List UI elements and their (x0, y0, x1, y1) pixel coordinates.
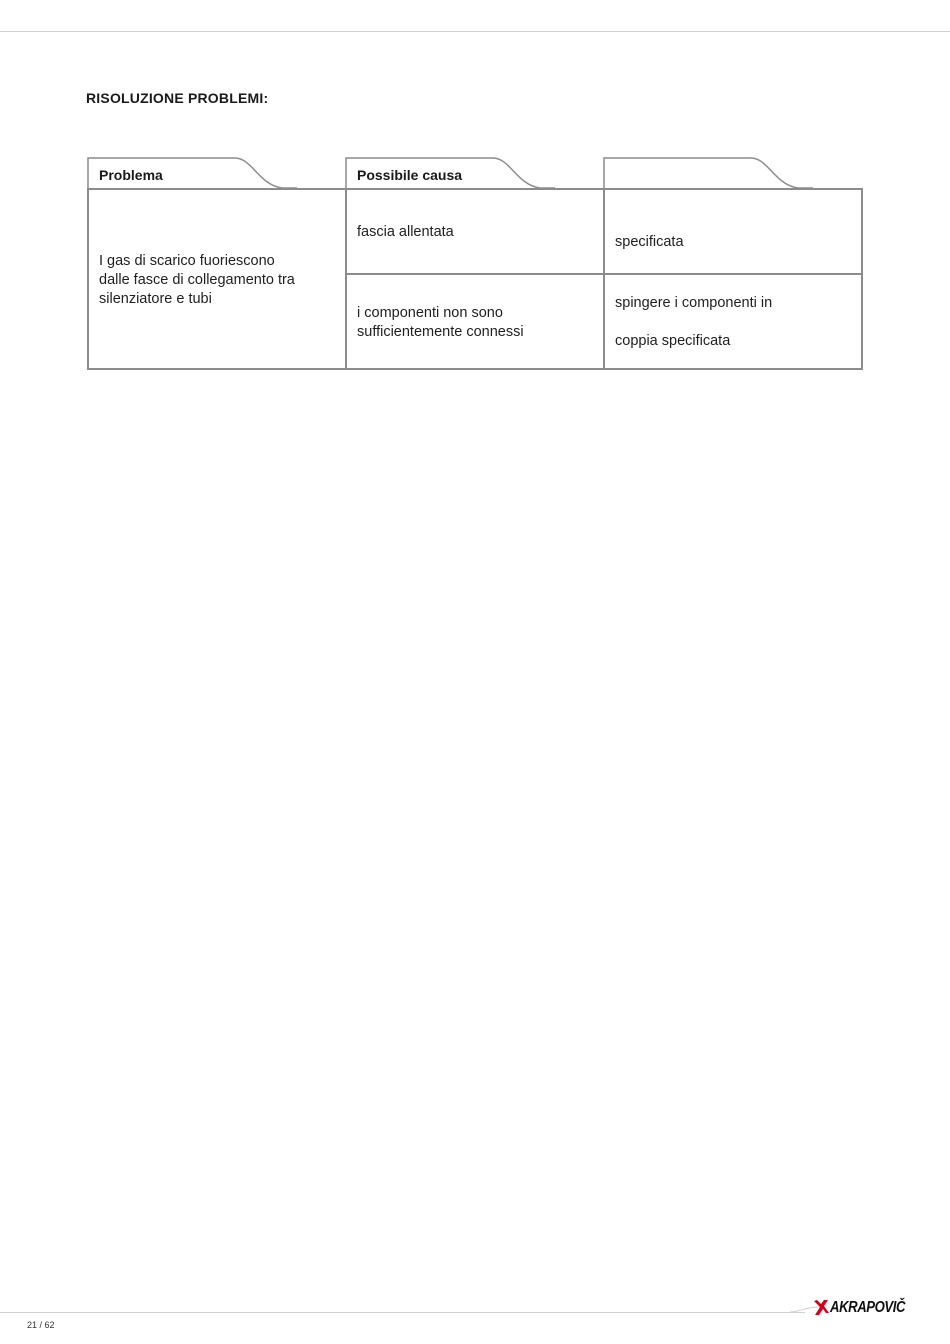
cell-cause-1: fascia allentata (357, 224, 454, 240)
column-divider (603, 190, 605, 368)
troubleshooting-table (87, 188, 863, 370)
row-divider (347, 273, 863, 275)
akrapovic-logo (812, 1297, 906, 1321)
cell-cause-2: i componenti non sono sufficientemente connessi (357, 305, 524, 340)
scorpion-icon (812, 1297, 830, 1319)
column-divider (345, 190, 347, 368)
cell-problem: I gas di scarico fuoriescono dalle fasce di collegamento tra silenziatore e tubi (99, 253, 295, 307)
cell-remedy-2: spingere i componenti in coppia specificata (615, 295, 773, 349)
section-title: RISOLUZIONE PROBLEMI: (86, 90, 269, 106)
header-possibile-causa: Possibile causa (357, 167, 463, 183)
top-divider (0, 31, 950, 32)
brand-wordmark: AKRAPOVIČ (830, 1299, 906, 1316)
cell-remedy-1: specificata (615, 234, 684, 250)
header-problema: Problema (99, 167, 163, 183)
table-header-tabs (87, 157, 863, 189)
header-tab-outlines (87, 157, 863, 189)
page-number: 21 / 62 (27, 1320, 55, 1330)
bottom-divider (0, 1312, 805, 1313)
